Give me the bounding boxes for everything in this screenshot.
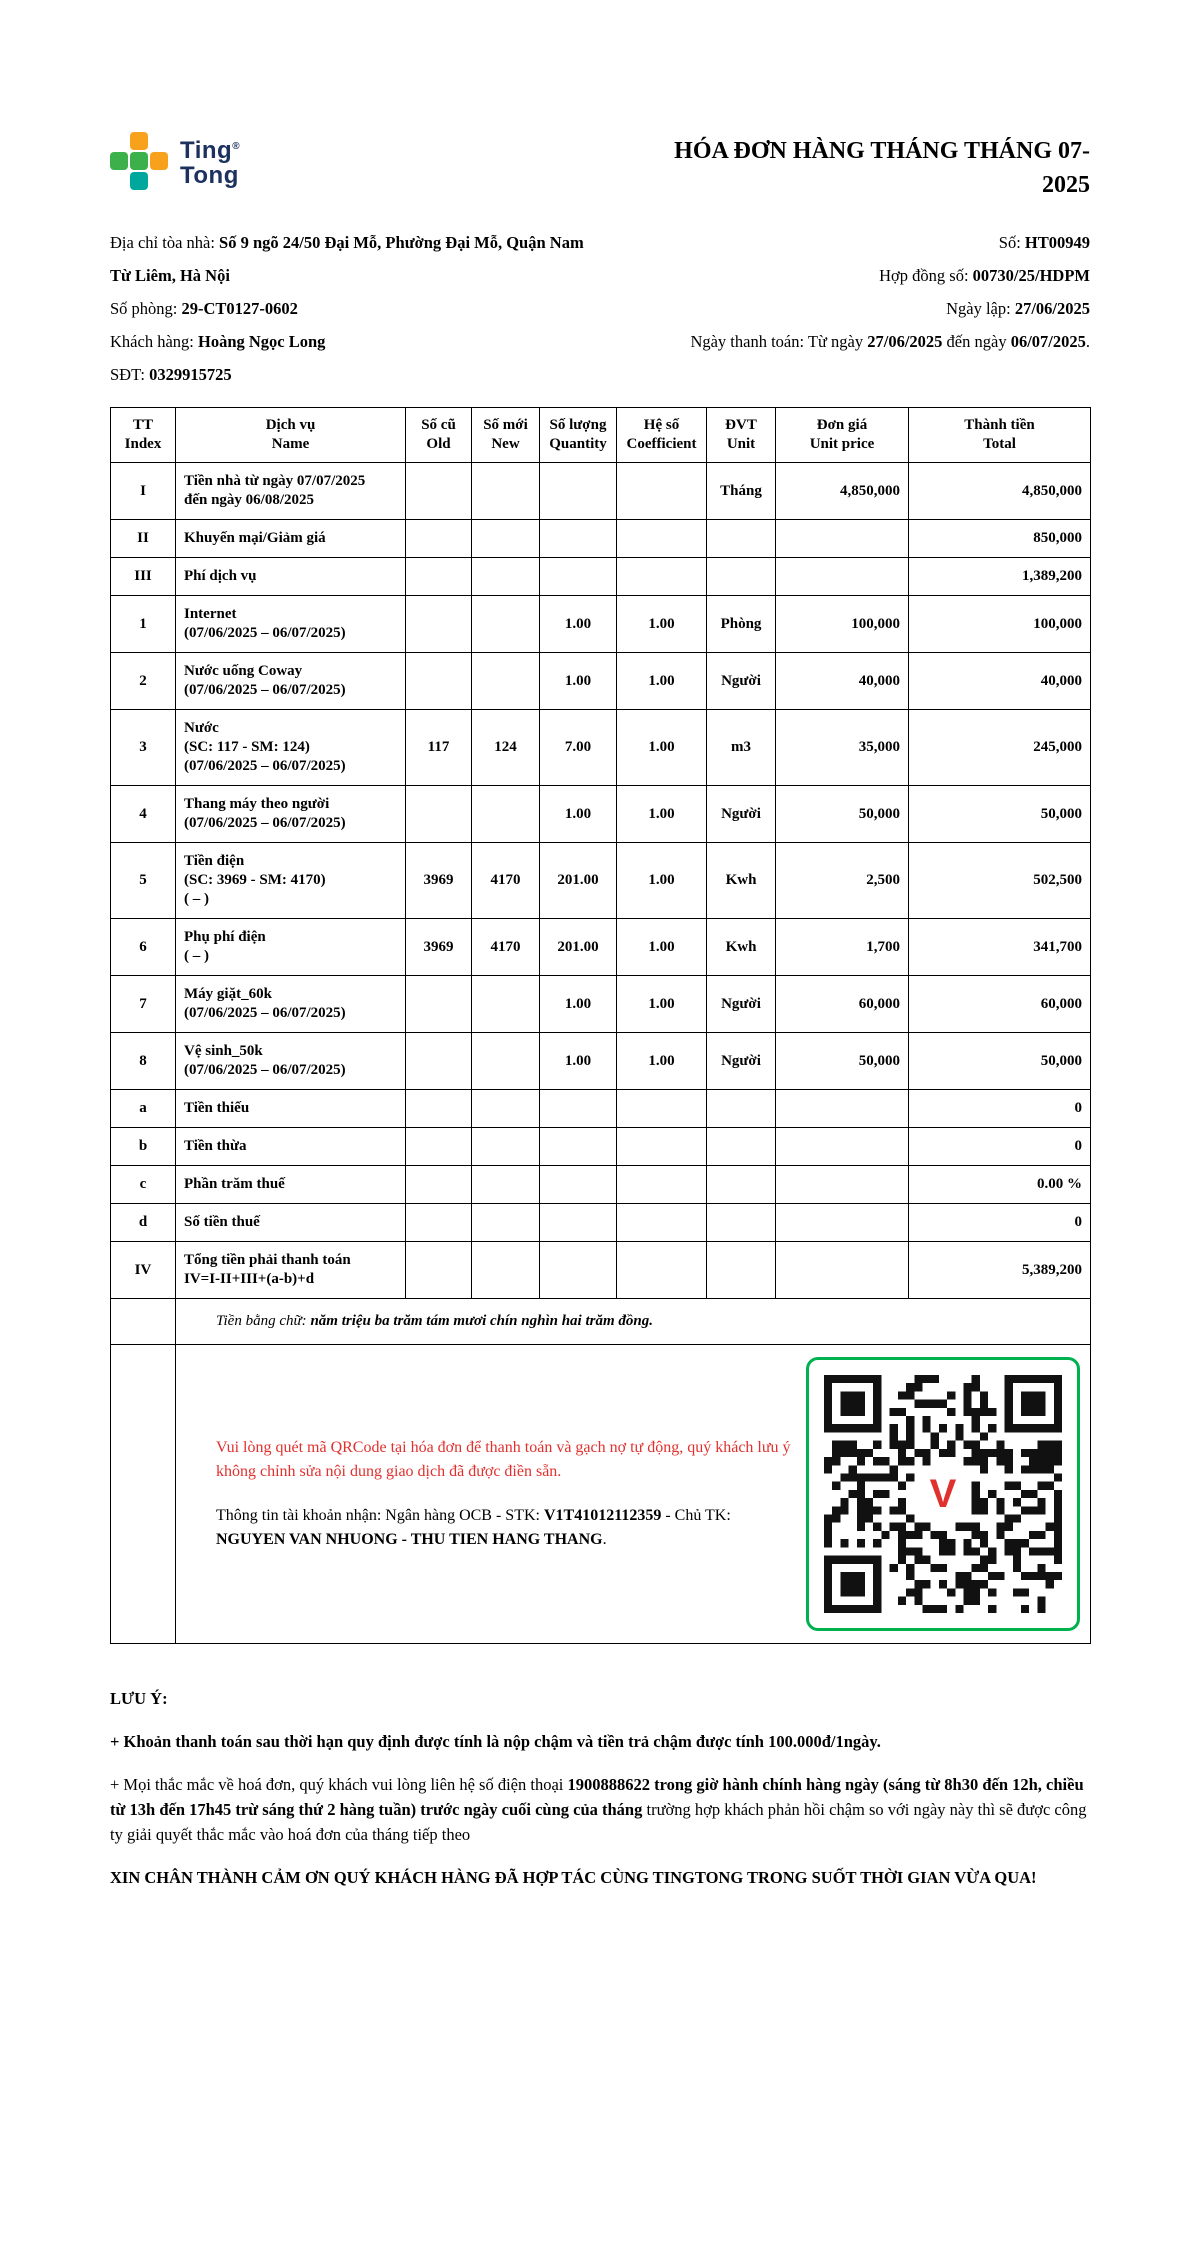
table-row: [111, 1090, 1091, 1128]
row-index-cell: 4: [111, 786, 176, 843]
new-reading-cell: [472, 463, 540, 520]
table-row: [111, 653, 1091, 710]
text-segment: Ngày thanh toán: Từ ngày: [690, 332, 868, 351]
quantity-cell: [540, 1166, 617, 1204]
row-index-cell: c: [111, 1166, 176, 1204]
text-segment: LƯU Ý:: [110, 1689, 168, 1708]
text-segment: Ngày lập:: [946, 299, 1015, 318]
coefficient-cell: [617, 1166, 707, 1204]
amount-in-words: [176, 1299, 1091, 1345]
qr-warning-text: Vui lòng quét mã QRCode tại hóa đơn để thanh toán và gạch nợ tự động, quý khách lưu ý không chỉnh sửa nội dung giao dịch đã được điền sẵn.: [216, 1439, 791, 1480]
room-number: [110, 292, 602, 325]
unit-price-cell: 50,000: [776, 786, 909, 843]
text-segment: 00730/25/HDPM: [972, 266, 1090, 285]
service-name-cell: Tiền nhà từ ngày 07/07/2025 đến ngày 06/08/2025: [176, 463, 406, 520]
old-reading-cell: [406, 1128, 472, 1166]
old-reading-cell: [406, 653, 472, 710]
service-name-cell: Phí dịch vụ: [176, 558, 406, 596]
unit-price-cell: 4,850,000: [776, 463, 909, 520]
text-segment: NGUYEN VAN NHUONG - THU TIEN HANG THANG: [216, 1531, 603, 1548]
new-reading-cell: 124: [472, 710, 540, 786]
quantity-cell: 1.00: [540, 786, 617, 843]
service-name-cell: Vệ sinh_50k (07/06/2025 – 06/07/2025): [176, 1033, 406, 1090]
unit-price-cell: [776, 1128, 909, 1166]
old-reading-cell: [406, 976, 472, 1033]
empty-cell: [111, 1345, 176, 1644]
text-segment: + Khoản thanh toán sau thời hạn quy định được tính là nộp chậm và tiền trả chậm được tính 100.000đ/1ngày.: [110, 1732, 881, 1751]
column-header: Hệ số Coefficient: [617, 408, 707, 463]
text-segment: đến ngày: [942, 332, 1011, 351]
registered-mark: ®: [232, 141, 241, 152]
column-header: Đơn giá Unit price: [776, 408, 909, 463]
unit-cell: [707, 558, 776, 596]
text-segment: V1T41012112359: [543, 1507, 662, 1524]
total-cell: 502,500: [909, 843, 1091, 919]
coefficient-cell: 1.00: [617, 976, 707, 1033]
unit-price-cell: 1,700: [776, 919, 909, 976]
row-index-cell: 3: [111, 710, 176, 786]
service-name-cell: Tiền thừa: [176, 1128, 406, 1166]
old-reading-cell: [406, 1033, 472, 1090]
unit-price-cell: 35,000: [776, 710, 909, 786]
new-reading-cell: [472, 976, 540, 1033]
service-name-cell: Tổng tiền phải thanh toán IV=I-II+III+(a-b)+d: [176, 1242, 406, 1299]
row-index-cell: 2: [111, 653, 176, 710]
row-index-cell: d: [111, 1204, 176, 1242]
total-cell: 100,000: [909, 596, 1091, 653]
new-reading-cell: [472, 653, 540, 710]
unit-cell: Người: [707, 786, 776, 843]
unit-cell: Người: [707, 653, 776, 710]
invoice-info: [110, 226, 1090, 391]
old-reading-cell: [406, 786, 472, 843]
table-row: [111, 1242, 1091, 1299]
empty-cell: [111, 1299, 176, 1345]
text-segment: năm triệu ba trăm tám mươi chín nghìn hai trăm đồng.: [310, 1313, 653, 1329]
new-reading-cell: [472, 1166, 540, 1204]
new-reading-cell: [472, 1242, 540, 1299]
table-row: [111, 520, 1091, 558]
text-segment: 1900888622 trong giờ hành chính hàng ngày (sáng từ 8h30 đến 12h, chiều từ 13h đến 17h45 trừ sáng thứ 2 hàng tuần): [110, 1775, 1084, 1819]
amount-in-words-row: [111, 1299, 1091, 1345]
row-index-cell: b: [111, 1128, 176, 1166]
text-segment: Số:: [998, 233, 1025, 252]
table-row: [111, 1033, 1091, 1090]
info-left-column: [110, 226, 602, 391]
text-segment: SĐT:: [110, 365, 150, 384]
coefficient-cell: [617, 1242, 707, 1299]
old-reading-cell: 3969: [406, 919, 472, 976]
quantity-cell: [540, 1242, 617, 1299]
table-footer: [111, 1299, 1091, 1644]
table-row: [111, 463, 1091, 520]
total-cell: 0.00 %: [909, 1166, 1091, 1204]
service-name-cell: Nước uống Coway (07/06/2025 – 06/07/2025): [176, 653, 406, 710]
row-index-cell: IV: [111, 1242, 176, 1299]
coefficient-cell: [617, 463, 707, 520]
quantity-cell: [540, 1090, 617, 1128]
service-name-cell: Tiền thiếu: [176, 1090, 406, 1128]
new-reading-cell: [472, 558, 540, 596]
logo-pixel: [150, 152, 168, 170]
old-reading-cell: [406, 558, 472, 596]
late-payment-note: [110, 1729, 1090, 1754]
text-segment: trước ngày cuối cùng của tháng: [420, 1800, 643, 1819]
quantity-cell: [540, 1204, 617, 1242]
coefficient-cell: 1.00: [617, 919, 707, 976]
table-row: [111, 976, 1091, 1033]
table-row: [111, 558, 1091, 596]
unit-cell: [707, 1204, 776, 1242]
tingtong-logo-icon: [110, 132, 168, 190]
new-reading-cell: [472, 1204, 540, 1242]
coefficient-cell: 1.00: [617, 653, 707, 710]
new-reading-cell: [472, 596, 540, 653]
quantity-cell: 201.00: [540, 919, 617, 976]
footer-notes: [110, 1686, 1090, 1890]
old-reading-cell: [406, 1204, 472, 1242]
coefficient-cell: 1.00: [617, 786, 707, 843]
unit-price-cell: 40,000: [776, 653, 909, 710]
coefficient-cell: 1.00: [617, 1033, 707, 1090]
old-reading-cell: [406, 520, 472, 558]
quantity-cell: [540, 1128, 617, 1166]
row-index-cell: 7: [111, 976, 176, 1033]
text-segment: .: [1085, 332, 1090, 351]
unit-price-cell: 2,500: [776, 843, 909, 919]
service-name-cell: Phần trăm thuế: [176, 1166, 406, 1204]
total-cell: 50,000: [909, 1033, 1091, 1090]
table-row: [111, 919, 1091, 976]
text-segment: trường hợp khách phản hồi chậm so với ngày này thì sẽ được công ty giải quyết thắc mắc vào hoá đơn của tháng tiếp theo: [110, 1800, 1087, 1844]
new-reading-cell: [472, 786, 540, 843]
text-segment: 06/07/2025: [1010, 332, 1086, 351]
total-cell: 245,000: [909, 710, 1091, 786]
table-row: [111, 710, 1091, 786]
table-header-row: [111, 408, 1091, 463]
service-name-cell: Khuyến mại/Giảm giá: [176, 520, 406, 558]
coefficient-cell: 1.00: [617, 710, 707, 786]
unit-cell: Phòng: [707, 596, 776, 653]
brand-logo: [110, 132, 240, 190]
quantity-cell: 1.00: [540, 1033, 617, 1090]
total-cell: 60,000: [909, 976, 1091, 1033]
unit-price-cell: [776, 520, 909, 558]
logo-pixel: [130, 172, 148, 190]
text-segment: Hợp đồng số:: [879, 266, 973, 285]
total-cell: 40,000: [909, 653, 1091, 710]
new-reading-cell: 4170: [472, 843, 540, 919]
quantity-cell: [540, 463, 617, 520]
customer-phone: [110, 358, 602, 391]
payment-period: [602, 325, 1090, 358]
unit-price-cell: [776, 1242, 909, 1299]
text-segment: Khách hàng:: [110, 332, 198, 351]
text-segment: Thông tin tài khoản nhận: Ngân hàng OCB - STK:: [216, 1507, 544, 1524]
service-name-cell: Nước (SC: 117 - SM: 124) (07/06/2025 – 06/07/2025): [176, 710, 406, 786]
services-table: [110, 407, 1091, 1644]
table-row: [111, 843, 1091, 919]
total-cell: 341,700: [909, 919, 1091, 976]
service-name-cell: Phụ phí điện ( – ): [176, 919, 406, 976]
unit-price-cell: 50,000: [776, 1033, 909, 1090]
old-reading-cell: [406, 596, 472, 653]
invoice-number: [602, 226, 1090, 259]
coefficient-cell: 1.00: [617, 843, 707, 919]
quantity-cell: 7.00: [540, 710, 617, 786]
hotline-note: [110, 1772, 1090, 1847]
text-segment: Tiền bằng chữ:: [216, 1313, 311, 1329]
new-reading-cell: 4170: [472, 919, 540, 976]
quantity-cell: 1.00: [540, 976, 617, 1033]
table-row: [111, 1204, 1091, 1242]
new-reading-cell: [472, 1128, 540, 1166]
text-segment: Địa chỉ tòa nhà:: [110, 233, 220, 252]
total-cell: 0: [909, 1204, 1091, 1242]
column-header: ĐVT Unit: [707, 408, 776, 463]
unit-cell: Người: [707, 1033, 776, 1090]
total-cell: 850,000: [909, 520, 1091, 558]
invoice-title-line2: 2025: [1042, 172, 1090, 198]
text-segment: 29-CT0127-0602: [181, 299, 298, 318]
column-header: Số mới New: [472, 408, 540, 463]
text-segment: Số 9 ngõ 24/50 Đại Mỗ, Phường Đại Mỗ, Quận Nam Từ Liêm, Hà Nội: [110, 233, 584, 285]
vietqr-logo-icon: V: [917, 1468, 969, 1520]
quantity-cell: 1.00: [540, 653, 617, 710]
old-reading-cell: [406, 1090, 472, 1128]
unit-cell: [707, 1090, 776, 1128]
brand-name: [180, 134, 240, 188]
service-name-cell: Số tiền thuế: [176, 1204, 406, 1242]
new-reading-cell: [472, 1033, 540, 1090]
old-reading-cell: [406, 1166, 472, 1204]
payment-cell: [176, 1345, 1091, 1644]
total-cell: 50,000: [909, 786, 1091, 843]
text-segment: Số phòng:: [110, 299, 182, 318]
row-index-cell: 6: [111, 919, 176, 976]
unit-cell: Người: [707, 976, 776, 1033]
table-row: [111, 786, 1091, 843]
qr-code: [806, 1357, 1080, 1631]
unit-price-cell: 100,000: [776, 596, 909, 653]
payment-layout: [216, 1357, 1080, 1631]
unit-cell: Kwh: [707, 919, 776, 976]
table-row: [111, 596, 1091, 653]
service-name-cell: Thang máy theo người (07/06/2025 – 06/07/2025): [176, 786, 406, 843]
table-row: [111, 1166, 1091, 1204]
column-header: Số lượng Quantity: [540, 408, 617, 463]
logo-pixel: [110, 152, 128, 170]
unit-cell: Tháng: [707, 463, 776, 520]
unit-cell: [707, 1166, 776, 1204]
row-index-cell: II: [111, 520, 176, 558]
brand-name-line2: Tong: [180, 162, 239, 189]
column-header: Thành tiền Total: [909, 408, 1091, 463]
total-cell: 4,850,000: [909, 463, 1091, 520]
coefficient-cell: [617, 520, 707, 558]
text-segment: 27/06/2025: [867, 332, 943, 351]
service-name-cell: Máy giặt_60k (07/06/2025 – 06/07/2025): [176, 976, 406, 1033]
coefficient-cell: [617, 1204, 707, 1242]
total-cell: 0: [909, 1090, 1091, 1128]
service-name-cell: Tiền điện (SC: 3969 - SM: 4170) ( – ): [176, 843, 406, 919]
info-right-column: [602, 226, 1090, 391]
coefficient-cell: [617, 558, 707, 596]
issue-date: [602, 292, 1090, 325]
table-body: [111, 463, 1091, 1299]
column-header: Dịch vụ Name: [176, 408, 406, 463]
text-segment: 0329915725: [149, 365, 232, 384]
unit-cell: m3: [707, 710, 776, 786]
logo-pixel: [130, 152, 148, 170]
unit-cell: [707, 1242, 776, 1299]
row-index-cell: a: [111, 1090, 176, 1128]
brand-name-line1: Ting®: [180, 137, 241, 164]
unit-price-cell: [776, 1204, 909, 1242]
quantity-cell: 201.00: [540, 843, 617, 919]
total-cell: 1,389,200: [909, 558, 1091, 596]
coefficient-cell: [617, 1090, 707, 1128]
unit-price-cell: [776, 558, 909, 596]
account-info-text: [216, 1504, 796, 1552]
new-reading-cell: [472, 520, 540, 558]
customer-name: [110, 325, 602, 358]
new-reading-cell: [472, 1090, 540, 1128]
unit-cell: [707, 1128, 776, 1166]
row-index-cell: 5: [111, 843, 176, 919]
contract-number: [602, 259, 1090, 292]
column-header: Số cũ Old: [406, 408, 472, 463]
note-heading: [110, 1686, 1090, 1711]
old-reading-cell: 3969: [406, 843, 472, 919]
invoice-title: [620, 134, 1090, 202]
unit-cell: [707, 520, 776, 558]
unit-price-cell: [776, 1090, 909, 1128]
service-name-cell: Internet (07/06/2025 – 06/07/2025): [176, 596, 406, 653]
quantity-cell: [540, 520, 617, 558]
text-segment: .: [602, 1531, 607, 1548]
payment-qr-row: [111, 1345, 1091, 1644]
text-segment: - Chủ TK:: [661, 1507, 731, 1524]
quantity-cell: 1.00: [540, 596, 617, 653]
total-cell: 5,389,200: [909, 1242, 1091, 1299]
text-segment: 27/06/2025: [1014, 299, 1090, 318]
quantity-cell: [540, 558, 617, 596]
old-reading-cell: [406, 1242, 472, 1299]
total-cell: 0: [909, 1128, 1091, 1166]
text-segment: + Mọi thắc mắc về hoá đơn, quý khách vui lòng liên hệ số điện thoại: [110, 1775, 568, 1794]
row-index-cell: 1: [111, 596, 176, 653]
text-segment: XIN CHÂN THÀNH CẢM ƠN QUÝ KHÁCH HÀNG ĐÃ HỢP TÁC CÙNG TINGTONG TRONG SUỐT THỜI GIAN VỪA QUA!: [110, 1868, 1037, 1887]
unit-price-cell: 60,000: [776, 976, 909, 1033]
coefficient-cell: 1.00: [617, 596, 707, 653]
column-header: TT Index: [111, 408, 176, 463]
unit-cell: Kwh: [707, 843, 776, 919]
old-reading-cell: [406, 463, 472, 520]
text-segment: HT00949: [1024, 233, 1090, 252]
invoice-title-line1: HÓA ĐƠN HÀNG THÁNG THÁNG 07-: [674, 138, 1090, 164]
row-index-cell: III: [111, 558, 176, 596]
table-row: [111, 1128, 1091, 1166]
row-index-cell: 8: [111, 1033, 176, 1090]
unit-price-cell: [776, 1166, 909, 1204]
building-address: [110, 226, 602, 292]
invoice-page: [110, 132, 1090, 1890]
invoice-header: [110, 132, 1090, 202]
payment-instructions: [216, 1436, 796, 1552]
row-index-cell: I: [111, 463, 176, 520]
coefficient-cell: [617, 1128, 707, 1166]
logo-pixel: [130, 132, 148, 150]
text-segment: Hoàng Ngọc Long: [197, 332, 326, 351]
thank-you-note: [110, 1865, 1090, 1890]
old-reading-cell: 117: [406, 710, 472, 786]
